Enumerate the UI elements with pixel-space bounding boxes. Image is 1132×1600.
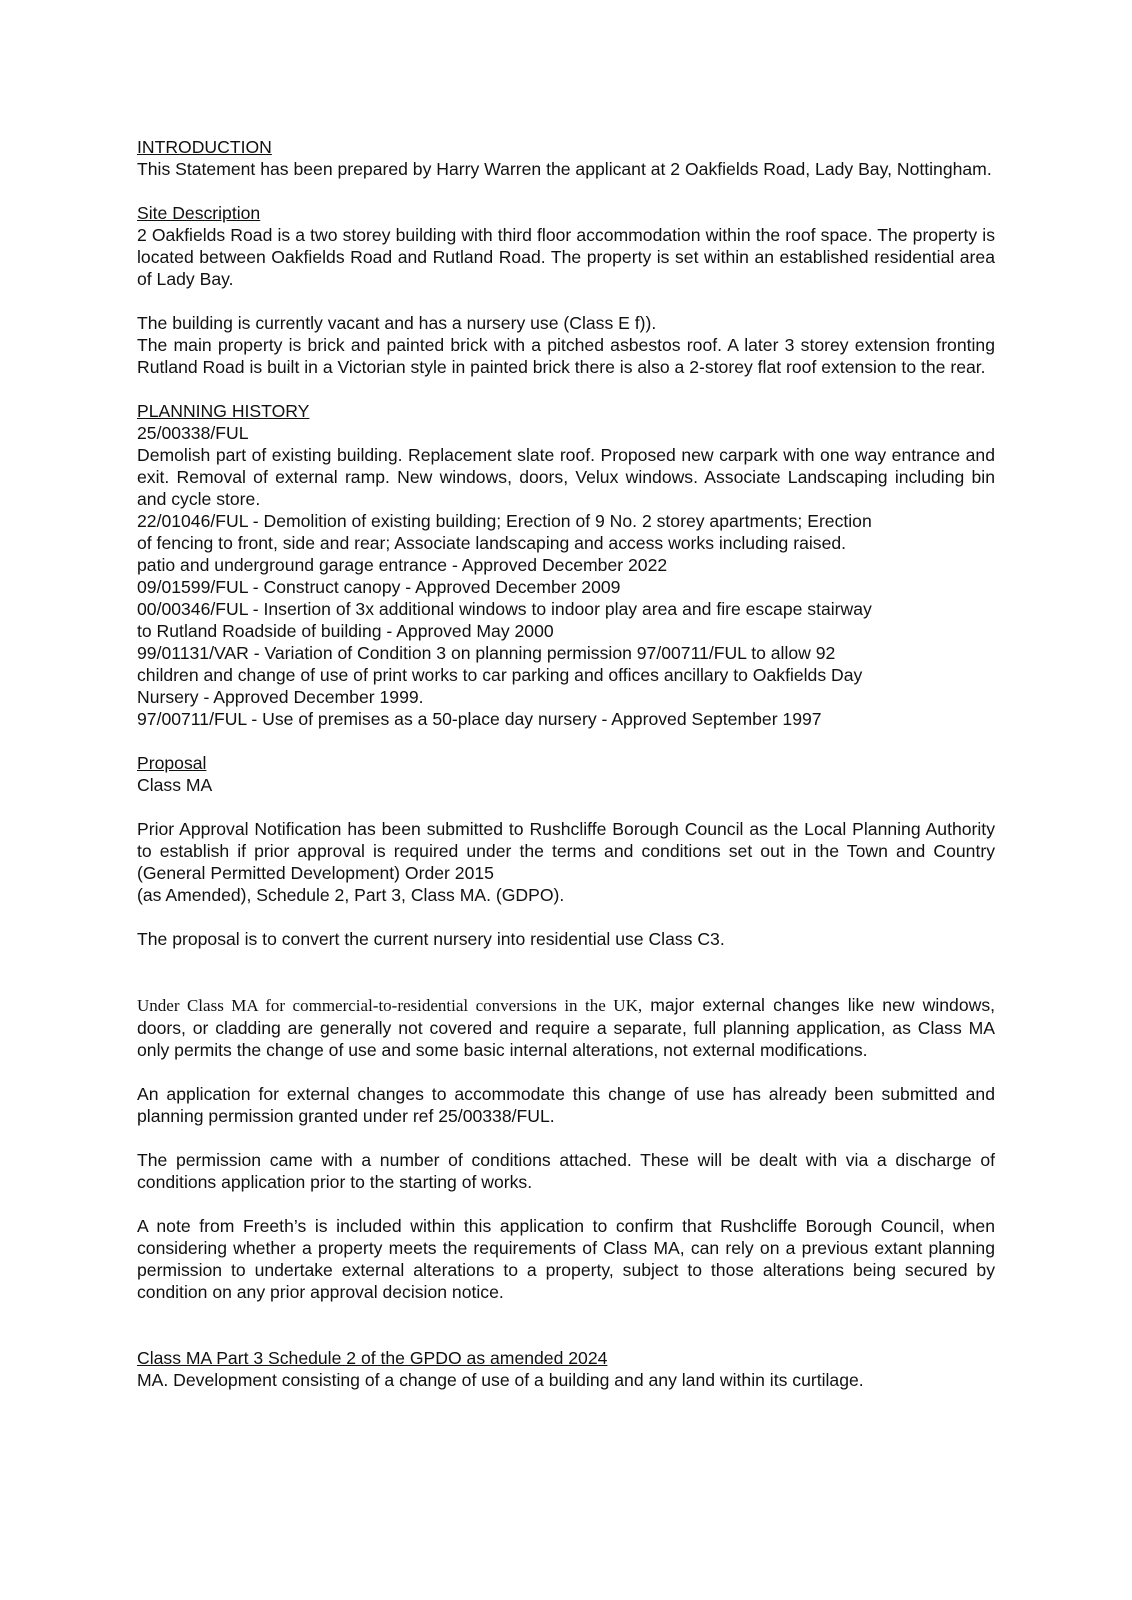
site-description-vacant: The building is currently vacant and has a nursery use (Class E f)). — [137, 313, 657, 333]
history-line: 99/01131/VAR - Variation of Condition 3 on planning permission 97/00711/FUL to allow 92 — [137, 643, 836, 663]
class-ma-section-text: MA. Development consisting of a change of use of a building and any land within its curtilage. — [137, 1370, 864, 1390]
freeths-note-text: A note from Freeth’s is included within this application to confirm that Rushcliffe Borough Council, when considering whether a property meets the requirements of Class MA, can rely on a previous extant planning permission to undertake external alterations to a property, subject to those alterations being secured by condition on any prior approval decision notice. — [137, 1216, 995, 1302]
prior-approval-line2: (as Amended), Schedule 2, Part 3, Class MA. (GDPO). — [137, 885, 565, 905]
prior-approval-text: Prior Approval Notification has been submitted to Rushcliffe Borough Council as the Local Planning Authority to establish if prior approval is required under the terms and conditions set out in the Town and Country (General Permitted Development) Order 2015 — [137, 819, 995, 883]
class-ma-section-heading: Class MA Part 3 Schedule 2 of the GPDO as amended 2024 — [137, 1348, 608, 1368]
planning-history-heading: PLANNING HISTORY — [137, 401, 310, 421]
planning-history-ref1-desc: Demolish part of existing building. Replacement slate roof. Proposed new carpark with one way entrance and exit. Removal of external ramp. New windows, doors, Velux windows. Associate Landscaping including bin and cycle store. — [137, 445, 995, 509]
history-line: patio and underground garage entrance - Approved December 2022 — [137, 555, 668, 575]
external-changes-text: An application for external changes to accommodate this change of use has already been submitted and planning permission granted under ref 25/00338/FUL. — [137, 1084, 995, 1126]
history-line: 22/01046/FUL - Demolition of existing building; Erection of 9 No. 2 storey apartments; Erection — [137, 511, 872, 531]
site-description-construction: The main property is brick and painted brick with a pitched asbestos roof. A later 3 storey extension fronting Rutland Road is built in a Victorian style in painted brick there is also a 2-storey flat roof extension to the rear. — [137, 335, 995, 377]
site-description-heading: Site Description — [137, 203, 261, 223]
history-line: of fencing to front, side and rear; Associate landscaping and access works including raised. — [137, 533, 847, 553]
history-line: children and change of use of print works to car parking and offices ancillary to Oakfields Day — [137, 665, 863, 685]
proposal-heading: Proposal — [137, 753, 207, 773]
history-line: 09/01599/FUL - Construct canopy - Approved December 2009 — [137, 577, 621, 597]
proposal-convert-text: The proposal is to convert the current nursery into residential use Class C3. — [137, 929, 725, 949]
history-line: to Rutland Roadside of building - Approved May 2000 — [137, 621, 554, 641]
conditions-text: The permission came with a number of conditions attached. These will be dealt with via a discharge of conditions application prior to the starting of works. — [137, 1150, 995, 1192]
history-line: Nursery - Approved December 1999. — [137, 687, 424, 707]
under-class-ma-lead: Under Class MA for commercial-to-residential conversions in the UK, — [137, 996, 643, 1015]
introduction-heading: INTRODUCTION — [137, 137, 272, 157]
under-class-ma-paragraph — [137, 994, 995, 1061]
site-description-para1: 2 Oakfields Road is a two storey building with third floor accommodation within the roof space. The property is located between Oakfields Road and Rutland Road. The property is set within an established residential area of Lady Bay. — [137, 225, 995, 289]
proposal-class: Class MA — [137, 775, 213, 795]
history-line: 00/00346/FUL - Insertion of 3x additional windows to indoor play area and fire escape stairway — [137, 599, 872, 619]
introduction-text: This Statement has been prepared by Harry Warren the applicant at 2 Oakfields Road, Lady Bay, Nottingham. — [137, 159, 992, 179]
planning-history-ref1: 25/00338/FUL — [137, 423, 249, 443]
history-line: 97/00711/FUL - Use of premises as a 50-place day nursery - Approved September 1997 — [137, 709, 822, 729]
under-class-ma-rest: major external changes like new windows, doors, or cladding are generally not covered and require a separate, full planning application, as Class MA only permits the change of use and some basic internal alterations, not external modifications. — [137, 995, 996, 1060]
document-body — [137, 136, 995, 1391]
